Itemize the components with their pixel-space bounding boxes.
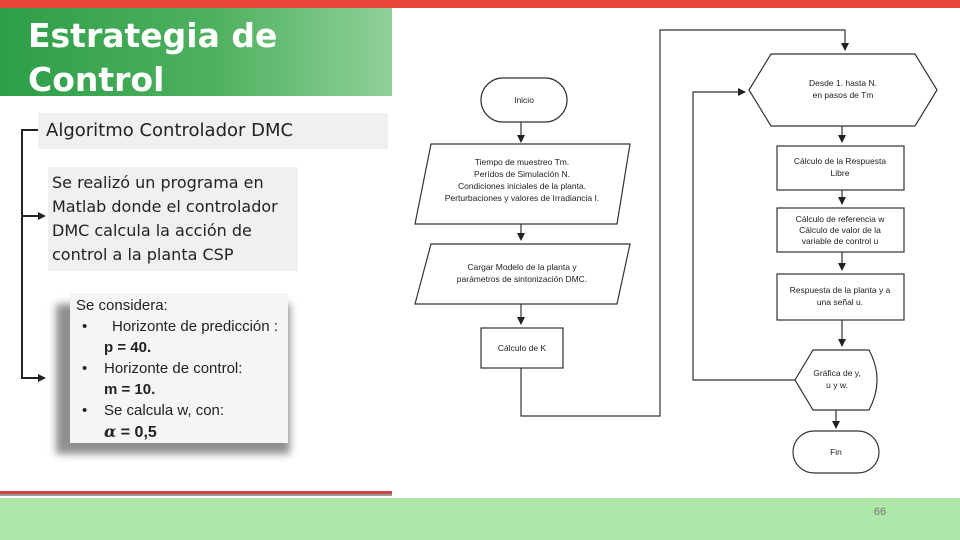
description-box xyxy=(48,167,298,271)
description-text: Se realizó un programa en Matlab donde el controlador DMC calcula la acción de control a la planta CSP xyxy=(52,173,278,264)
alpha-value: = 0,5 xyxy=(116,424,157,441)
title-line-1: Estrategia de xyxy=(28,16,278,55)
node-free-response xyxy=(777,146,904,190)
node-free-line-2: Libre xyxy=(830,168,850,178)
node-loop-line-2: en pasos de Tm xyxy=(812,90,874,100)
node-load-line-2: parámetros de sintonización DMC. xyxy=(456,274,588,284)
param-item-3 xyxy=(76,400,282,421)
bottom-divider-gray xyxy=(0,494,392,496)
node-loop-line-1: Desde 1. hasta N. xyxy=(808,78,878,88)
node-plot xyxy=(795,350,877,410)
subtitle-box xyxy=(38,113,388,149)
node-free-line-1: Cálculo de la Respuesta xyxy=(793,156,887,166)
node-reference xyxy=(777,208,904,252)
node-load-model xyxy=(415,244,630,304)
subtitle-text: Algoritmo Controlador DMC xyxy=(46,120,294,141)
node-plant-line-1: Respuesta de la planta y a xyxy=(789,285,891,295)
node-fin xyxy=(793,431,879,473)
parameters-box xyxy=(70,293,288,443)
param-item-2 xyxy=(76,358,282,379)
node-inicio-label: Inicio xyxy=(514,95,534,105)
node-inputs-line-3: Condiciones iniciales de la planta. xyxy=(457,181,587,191)
slide-title xyxy=(28,14,277,102)
param-value: p = 40. xyxy=(104,339,152,356)
bullet: • xyxy=(82,360,88,377)
page-number: 66 xyxy=(873,506,887,518)
bullet: • xyxy=(82,402,88,419)
node-plot-line-1: Gráfica de y, xyxy=(813,368,861,378)
node-inicio xyxy=(481,78,567,122)
bullet: • xyxy=(82,318,88,335)
param-item-1 xyxy=(76,316,282,337)
title-line-2: Control xyxy=(28,60,165,99)
param-value: m = 10. xyxy=(104,381,156,398)
node-reference-line-2: Cálculo de valor de la xyxy=(799,225,881,235)
node-inputs-line-1: Tiempo de muestreo Tm. xyxy=(474,157,570,167)
node-load-line-1: Cargar Modelo de la planta y xyxy=(467,262,577,272)
param-label: Horizonte de control: xyxy=(104,360,243,377)
top-accent-bar xyxy=(0,0,960,8)
node-reference-line-3: variable de control u xyxy=(801,236,879,246)
node-plot-line-2: u y w. xyxy=(826,380,848,390)
node-reference-line-1: Cálculo de referencia w xyxy=(795,214,885,224)
footer-bar xyxy=(0,498,960,540)
node-inputs-line-2: Perídos de Simulación N. xyxy=(474,169,570,179)
param-value xyxy=(76,421,282,443)
alpha-symbol: α xyxy=(104,422,117,441)
dmc-flowchart xyxy=(405,8,955,498)
node-fin-label: Fin xyxy=(830,447,842,457)
param-label: Horizonte de predicción : xyxy=(112,318,278,335)
param-label: Se calcula w, con: xyxy=(104,402,225,419)
node-inputs xyxy=(415,144,630,224)
node-calc-k-label: Cálculo de K xyxy=(497,343,547,353)
node-plant-line-2: una señal u. xyxy=(816,297,864,307)
node-calc-k xyxy=(481,328,563,368)
node-plant-response xyxy=(777,274,904,320)
node-inputs-line-4: Perturbaciones y valores de Irradiancia I. xyxy=(444,193,600,203)
parameters-heading: Se considera: xyxy=(76,297,168,314)
node-loop xyxy=(749,54,937,126)
